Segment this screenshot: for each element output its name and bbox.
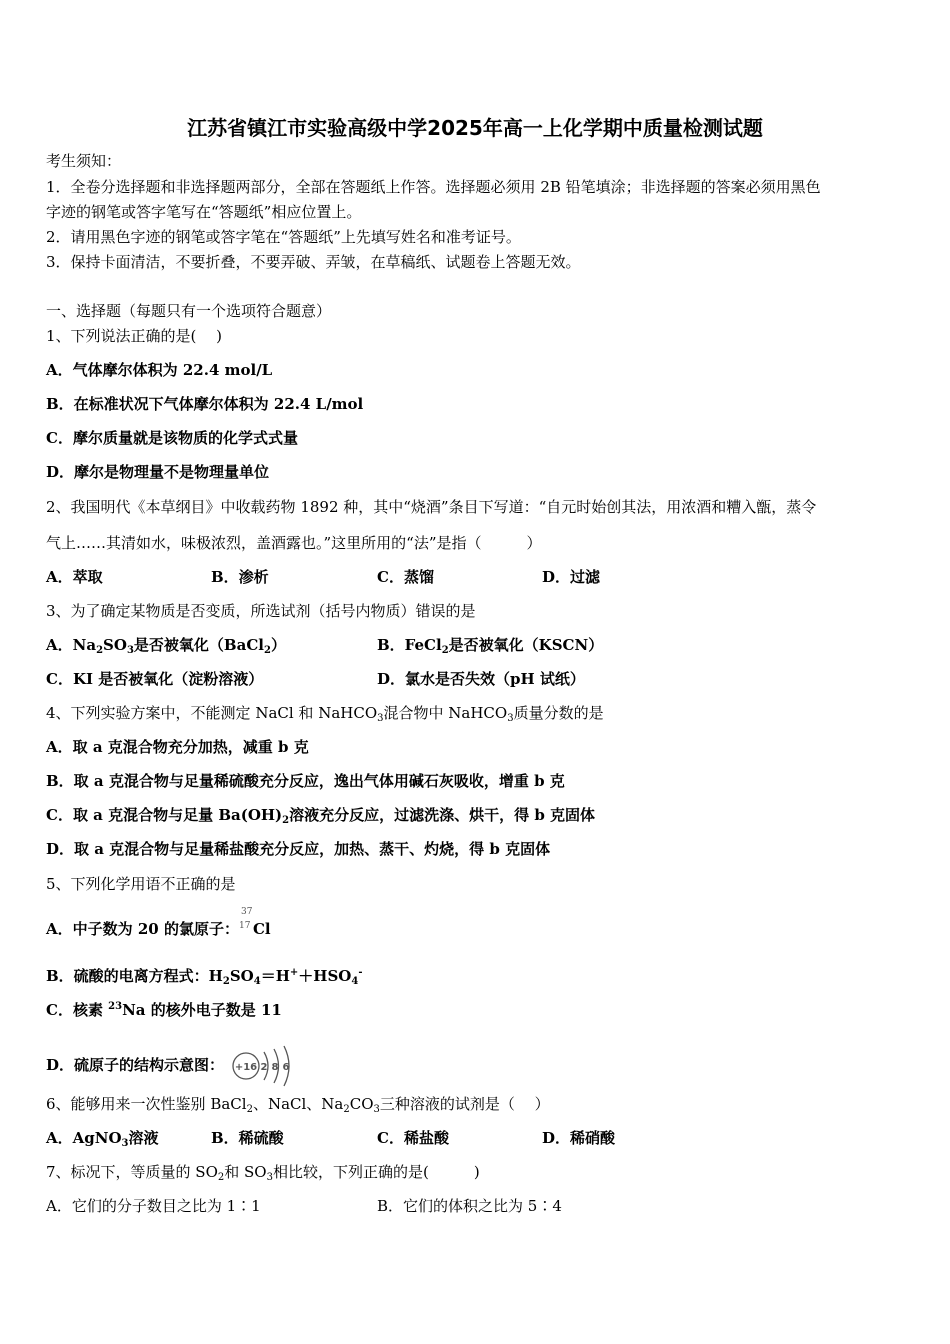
q1-option-a: A．气体摩尔体积为 22.4 mol/L: [46, 361, 273, 379]
q1-option-d: D．摩尔是物理量不是物理量单位: [46, 463, 270, 481]
q6-option-a: A．AgNO$_3$溶液: [46, 1129, 159, 1149]
q5-option-a: A．中子数为 20 的氯原子： 37 17 Cl: [46, 907, 271, 938]
notice-heading: 考生须知：: [46, 152, 122, 170]
q3-option-c: C．KI 是否被氧化（淀粉溶液）: [46, 670, 264, 688]
q4-option-d: D．取 a 克混合物与足量稀盐酸充分反应，加热、蒸干、灼烧，得 b 克固体: [46, 840, 551, 858]
sulfur-atom-diagram: [230, 1044, 296, 1088]
section-heading: 一、选择题（每题只有一个选项符合题意）: [46, 302, 332, 320]
q5-stem: 5、下列化学用语不正确的是: [46, 875, 236, 893]
q2-option-d: D．过滤: [542, 568, 601, 586]
page-title: 江苏省镇江市实验高级中学2025年高一上化学期中质量检测试题: [187, 116, 763, 140]
shell-3-electrons: 6: [282, 1062, 290, 1073]
q6-option-b: B．稀硫酸: [211, 1129, 284, 1147]
q5-option-d: D．硫原子的结构示意图： +16 2 8 6: [46, 1044, 296, 1088]
isotope-notation: 37 17: [238, 907, 253, 931]
q1-option-b: B．在标准状况下气体摩尔体积为 22.4 L/mol: [46, 395, 364, 413]
nucleus-charge: +16: [234, 1062, 258, 1073]
notice-line-2: 2．请用黑色字迹的钢笔或答字笔在“答题纸”上先填写姓名和准考证号。: [46, 228, 521, 246]
q2-option-c: C．蒸馏: [377, 568, 434, 586]
notice-line-1a: 1．全卷分选择题和非选择题两部分，全部在答题纸上作答。选择题必须用 2B 铅笔填涂；非选择题的答案必须用黑色: [46, 178, 821, 196]
notice-line-1b: 字迹的钢笔或答字笔写在“答题纸”相应位置上。: [46, 203, 362, 221]
q5-option-c: C．核素 $^{23}$Na 的核外电子数是 11: [46, 1001, 282, 1019]
q1-stem: 1、下列说法正确的是( ): [46, 327, 223, 345]
shell-1-electrons: 2: [260, 1062, 268, 1073]
q4-stem: 4、下列实验方案中，不能测定 NaCl 和 NaHCO$_3$混合物中 NaHCO$_3$质量分数的是: [46, 704, 604, 724]
q7-option-a: A．它们的分子数目之比为 1∶1: [46, 1197, 261, 1215]
q2-stem-2: 气上……其清如水，味极浓烈，盖酒露也。”这里所用的“法”是指（ ）: [46, 534, 542, 552]
q4-option-a: A．取 a 克混合物充分加热，减重 b 克: [46, 738, 309, 756]
q5-option-b: B．硫酸的电离方程式：$H_2SO_4=H^++HSO_4^-$: [46, 967, 363, 987]
q2-option-b: B．渗析: [211, 568, 269, 586]
notice-line-3: 3．保持卡面清洁，不要折叠，不要弄破、弄皱，在草稿纸、试题卷上答题无效。: [46, 253, 581, 271]
q7-option-b: B．它们的体积之比为 5∶4: [377, 1197, 562, 1215]
q6-option-d: D．稀硝酸: [542, 1129, 616, 1147]
q1-option-c: C．摩尔质量就是该物质的化学式式量: [46, 429, 298, 447]
q3-stem: 3、为了确定某物质是否变质，所选试剂（括号内物质）错误的是: [46, 602, 476, 620]
q2-option-a: A．萃取: [46, 568, 103, 586]
q6-option-c: C．稀盐酸: [377, 1129, 449, 1147]
q6-stem: 6、能够用来一次性鉴别 BaCl$_2$、NaCl、$Na_2CO_3$三种溶液的试剂是（ ）: [46, 1095, 550, 1115]
q3-option-a: A．$Na_2SO_3$是否被氧化（BaCl$_2$）: [46, 636, 286, 656]
shell-2-electrons: 8: [271, 1062, 279, 1073]
q4-option-c: C．取 a 克混合物与足量 $Ba(OH)_2$溶液充分反应，过滤洗涤、烘干，得 b 克固体: [46, 806, 596, 826]
q3-option-d: D．氯水是否失效（pH 试纸）: [377, 670, 585, 688]
q2-stem-1: 2、我国明代《本草纲目》中收载药物 1892 种，其中“烧酒”条目下写道：“自元时始创其法，用浓酒和糟入甑，蒸令: [46, 498, 817, 516]
q3-option-b: B．FeCl$_2$是否被氧化（KSCN）: [377, 636, 604, 656]
q4-option-b: B．取 a 克混合物与足量稀硫酸充分反应，逸出气体用碱石灰吸收，增重 b 克: [46, 772, 565, 790]
q7-stem: 7、标况下，等质量的 $SO_2$和 $SO_3$相比较，下列正确的是( ): [46, 1163, 480, 1183]
